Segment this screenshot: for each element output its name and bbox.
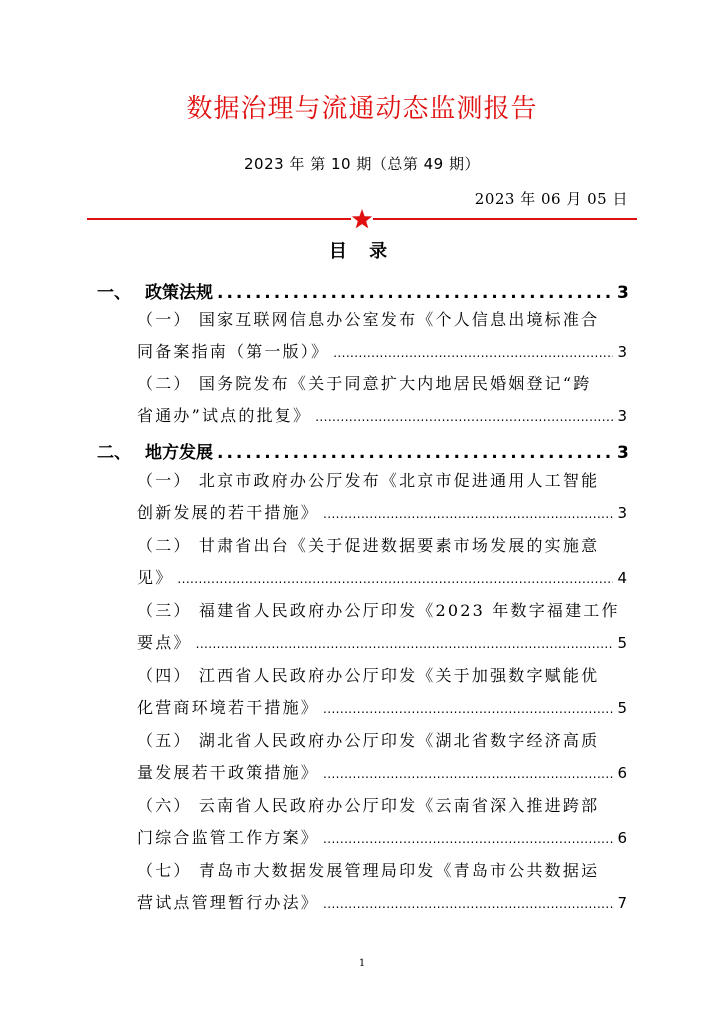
- dot-leader: [315, 401, 613, 433]
- toc-item-line1: （七） 青岛市大数据发展管理局印发《青岛市公共数据运: [137, 861, 600, 880]
- toc-item[interactable]: [137, 660, 627, 724]
- dot-leader: [323, 498, 613, 530]
- toc-item-page: 6: [617, 829, 627, 847]
- dot-leader: [217, 443, 613, 463]
- dot-leader: [323, 758, 613, 790]
- toc-item-line1: （四） 江西省人民政府办公厅印发《关于加强数字赋能优: [137, 666, 600, 685]
- toc-item-line2: 门综合监管工作方案》: [137, 828, 320, 847]
- toc-item-page: 6: [617, 764, 627, 782]
- section-number: 一、: [97, 283, 131, 303]
- dot-leader: [217, 283, 613, 303]
- toc-item-line2: 营试点管理暂行办法》: [137, 893, 320, 912]
- star-icon: [351, 208, 373, 230]
- toc-item-page: 5: [617, 634, 627, 652]
- issue-date: 2023 年 06 月 05 日: [474, 190, 628, 208]
- toc-item[interactable]: [137, 465, 627, 529]
- section-number: 二、: [97, 443, 131, 463]
- toc-section-policy[interactable]: [97, 278, 627, 303]
- toc-item-page: 4: [617, 569, 627, 587]
- dot-leader: [323, 888, 613, 920]
- dot-leader: [333, 337, 613, 369]
- toc-item[interactable]: [137, 790, 627, 854]
- toc-item-line1: （三） 福建省人民政府办公厅印发《2023 年数字福建工作: [137, 601, 620, 620]
- dot-leader: [323, 693, 613, 725]
- toc-item-line2: 见》: [137, 568, 174, 587]
- toc-item-line2: 创新发展的若干措施》: [137, 503, 320, 522]
- toc-item-line1: （一） 国家互联网信息办公室发布《个人信息出境标准合: [137, 310, 600, 329]
- toc-item-line2: 化营商环境若干措施》: [137, 698, 320, 717]
- toc-item-line1: （六） 云南省人民政府办公厅印发《云南省深入推进跨部: [137, 796, 600, 815]
- report-title: 数据治理与流通动态监测报告: [186, 94, 538, 124]
- toc-item-page: 3: [617, 504, 627, 522]
- toc-item[interactable]: [137, 530, 627, 594]
- toc-item-line1: （一） 北京市政府办公厅发布《北京市促进通用人工智能: [137, 471, 600, 490]
- toc-item-page: 7: [617, 894, 627, 912]
- toc-item-line2: 要点》: [137, 633, 192, 652]
- page-number: 1: [358, 958, 366, 969]
- toc-item-page: 5: [617, 699, 627, 717]
- toc-item-line1: （二） 国务院发布《关于同意扩大内地居民婚姻登记“跨: [137, 374, 592, 393]
- toc-item-page: 3: [617, 407, 627, 425]
- toc-item[interactable]: [137, 595, 627, 659]
- toc-item[interactable]: [137, 368, 627, 432]
- dot-leader: [323, 823, 613, 855]
- toc-item-line1: （五） 湖北省人民政府办公厅印发《湖北省数字经济高质: [137, 731, 600, 750]
- section-label: 政策法规: [145, 283, 213, 303]
- toc-item-page: 3: [617, 343, 627, 361]
- toc-item-line1: （二） 甘肃省出台《关于促进数据要素市场发展的实施意: [137, 536, 600, 555]
- toc-item-line2: 量发展若干政策措施》: [137, 763, 320, 782]
- section-page: 3: [617, 283, 629, 303]
- red-divider: [87, 208, 637, 234]
- section-label: 地方发展: [145, 443, 213, 463]
- dot-leader: [177, 563, 613, 595]
- section-page: 3: [617, 443, 629, 463]
- toc-item[interactable]: [137, 304, 627, 368]
- toc-item[interactable]: [137, 725, 627, 789]
- toc-section-local[interactable]: [97, 438, 627, 463]
- dot-leader: [196, 628, 613, 660]
- toc-heading: 目 录: [328, 241, 396, 262]
- issue-number: 2023 年 第 10 期（总第 49 期）: [244, 155, 480, 173]
- toc-item[interactable]: [137, 855, 627, 919]
- toc-item-line2: 同备案指南（第一版）》: [137, 342, 330, 361]
- toc-item-line2: 省通办”试点的批复》: [137, 406, 312, 425]
